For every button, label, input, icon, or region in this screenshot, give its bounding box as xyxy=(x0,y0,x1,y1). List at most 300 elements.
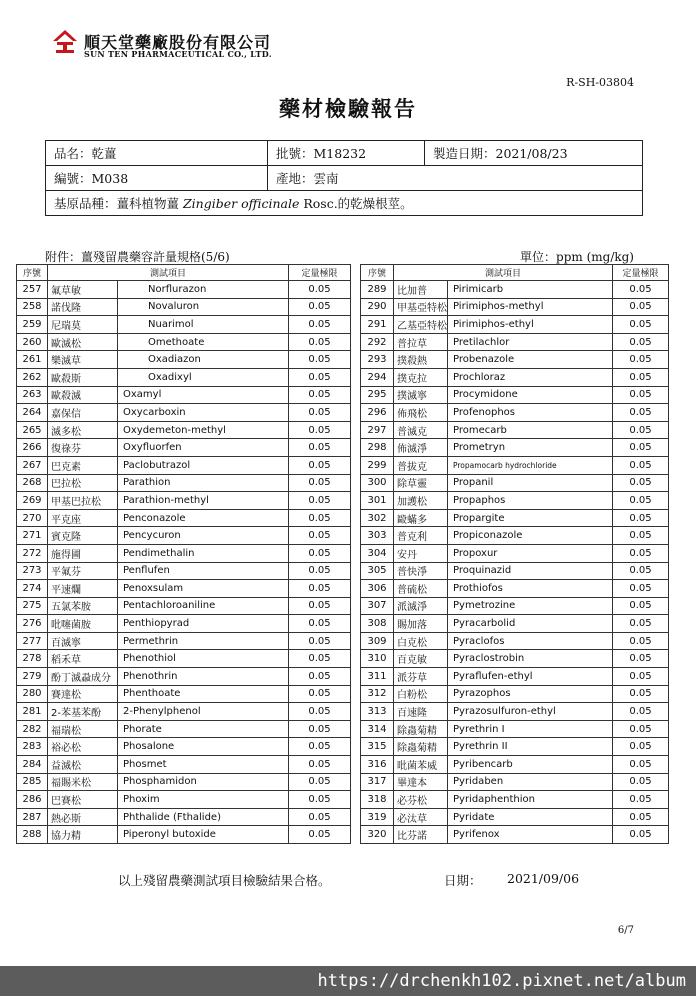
pesticide-name-en: 2-Phenylphenol xyxy=(118,703,289,721)
quantitation-limit: 0.05 xyxy=(613,562,669,580)
seq-number: 285 xyxy=(17,773,48,791)
pesticide-name-en: Phorate xyxy=(118,720,289,738)
quantitation-limit: 0.05 xyxy=(613,544,669,562)
pesticide-name-en: Paclobutrazol xyxy=(118,456,289,474)
seq-number: 317 xyxy=(361,773,394,791)
seq-number: 302 xyxy=(361,509,394,527)
pesticide-name-en: Penthiopyrad xyxy=(118,615,289,633)
seq-number: 282 xyxy=(17,720,48,738)
quantitation-limit: 0.05 xyxy=(613,281,669,299)
quantitation-limit: 0.05 xyxy=(613,368,669,386)
col-header-no: 序號 xyxy=(361,265,394,281)
pesticide-name-en: Pyrazophos xyxy=(448,685,613,703)
pesticide-name-cn: 稻禾草 xyxy=(48,650,118,668)
quantitation-limit: 0.05 xyxy=(613,298,669,316)
pesticide-name-en: Propanil xyxy=(448,474,613,492)
quantitation-limit: 0.05 xyxy=(613,650,669,668)
table-row xyxy=(17,826,351,844)
pesticide-name-en: Propiconazole xyxy=(448,527,613,545)
pesticide-name-cn: 百速隆 xyxy=(394,703,448,721)
pesticide-name-cn: 賜加落 xyxy=(394,615,448,633)
quantitation-limit: 0.05 xyxy=(613,333,669,351)
pesticide-name-en: Pyridaben xyxy=(448,773,613,791)
pesticide-name-cn: 嘉保信 xyxy=(48,404,118,422)
quantitation-limit: 0.05 xyxy=(613,386,669,404)
pesticide-name-en: Probenazole xyxy=(448,351,613,369)
pesticide-name-en: Phenothiol xyxy=(118,650,289,668)
pesticide-name-cn: 賽達松 xyxy=(48,685,118,703)
pesticide-name-en: Pyrethrin I xyxy=(448,720,613,738)
seq-number: 320 xyxy=(361,826,394,844)
seq-number: 260 xyxy=(17,333,48,351)
quantitation-limit: 0.05 xyxy=(613,808,669,826)
quantitation-limit: 0.05 xyxy=(289,685,351,703)
pesticide-name-cn: 施得圃 xyxy=(48,544,118,562)
pesticide-name-en: Propamocarb hydrochloride xyxy=(448,456,613,474)
table-row xyxy=(17,527,351,545)
pesticide-name-cn: 歐殺滅 xyxy=(48,386,118,404)
pesticide-name-en: Norflurazon xyxy=(118,281,289,299)
pesticide-name-en: Pyrethrin II xyxy=(448,738,613,756)
pesticide-name-en: Pyraclofos xyxy=(448,632,613,650)
seq-number: 303 xyxy=(361,527,394,545)
pesticide-name-en: Pentachloroaniline xyxy=(118,597,289,615)
quantitation-limit: 0.05 xyxy=(289,316,351,334)
seq-number: 315 xyxy=(361,738,394,756)
quantitation-limit: 0.05 xyxy=(613,756,669,774)
quantitation-limit: 0.05 xyxy=(289,615,351,633)
seq-number: 258 xyxy=(17,298,48,316)
pesticide-name-en: Phosalone xyxy=(118,738,289,756)
conclusion-text: 以上殘留農藥測試項目檢驗結果合格。 xyxy=(118,873,331,888)
seq-number: 276 xyxy=(17,615,48,633)
attachment-title: 附件：薑殘留農藥容許量規格(5/6) xyxy=(45,250,230,264)
seq-number: 284 xyxy=(17,756,48,774)
source-prefix: 基原品種：薑科植物薑 xyxy=(54,196,180,211)
pesticide-name-cn: 白克松 xyxy=(394,632,448,650)
table-row xyxy=(17,281,351,299)
quantitation-limit: 0.05 xyxy=(289,650,351,668)
pesticide-name-en: Pyraflufen-ethyl xyxy=(448,668,613,686)
seq-number: 267 xyxy=(17,456,48,474)
pesticide-name-cn: 普拔克 xyxy=(394,456,448,474)
table-row xyxy=(17,368,351,386)
pesticide-name-cn: 福賜米松 xyxy=(48,773,118,791)
table-row xyxy=(361,509,669,527)
pesticide-name-en: Procymidone xyxy=(448,386,613,404)
pesticide-name-en: Nuarimol xyxy=(118,316,289,334)
pesticide-name-cn: 滅多松 xyxy=(48,421,118,439)
pesticide-name-en: Propaphos xyxy=(448,492,613,510)
table-row xyxy=(17,439,351,457)
seq-number: 278 xyxy=(17,650,48,668)
pesticide-name-cn: 巴克素 xyxy=(48,456,118,474)
pesticide-name-en: Parathion xyxy=(118,474,289,492)
quantitation-limit: 0.05 xyxy=(613,580,669,598)
quantitation-limit: 0.05 xyxy=(289,404,351,422)
table-row xyxy=(361,826,669,844)
quantitation-limit: 0.05 xyxy=(613,597,669,615)
botanical-source xyxy=(46,191,643,216)
table-row xyxy=(361,738,669,756)
pesticide-name-cn: 巴拉松 xyxy=(48,474,118,492)
seq-number: 316 xyxy=(361,756,394,774)
table-row xyxy=(361,791,669,809)
table-row xyxy=(361,597,669,615)
seq-number: 268 xyxy=(17,474,48,492)
quantitation-limit: 0.05 xyxy=(289,439,351,457)
seq-number: 289 xyxy=(361,281,394,299)
pesticide-name-en: Penoxsulam xyxy=(118,580,289,598)
quantitation-limit: 0.05 xyxy=(613,474,669,492)
table-row xyxy=(361,368,669,386)
seq-number: 270 xyxy=(17,509,48,527)
quantitation-limit: 0.05 xyxy=(289,544,351,562)
company-name-en: SUN TEN PHARMACEUTICAL CO., LTD. xyxy=(84,49,272,59)
table-row xyxy=(361,685,669,703)
pesticide-name-cn: 平氟芬 xyxy=(48,562,118,580)
table-row xyxy=(17,650,351,668)
pesticide-name-en: Phthalide (Fthalide) xyxy=(118,808,289,826)
table-row xyxy=(361,439,669,457)
pesticide-name-en: Pyrazosulfuron-ethyl xyxy=(448,703,613,721)
quantitation-limit: 0.05 xyxy=(289,421,351,439)
table-row xyxy=(361,580,669,598)
table-row xyxy=(361,668,669,686)
table-row xyxy=(17,333,351,351)
seq-number: 281 xyxy=(17,703,48,721)
table-row xyxy=(17,580,351,598)
seq-number: 283 xyxy=(17,738,48,756)
table-row xyxy=(361,386,669,404)
pesticide-name-cn: 福瑞松 xyxy=(48,720,118,738)
quantitation-limit: 0.05 xyxy=(289,281,351,299)
pesticide-name-en: Oxydemeton-methyl xyxy=(118,421,289,439)
pesticide-name-en: Oxadiazon xyxy=(118,351,289,369)
quantitation-limit: 0.05 xyxy=(289,492,351,510)
table-row xyxy=(17,351,351,369)
quantitation-limit: 0.05 xyxy=(613,316,669,334)
seq-number: 304 xyxy=(361,544,394,562)
table-row xyxy=(361,316,669,334)
pesticide-name-cn: 普硫松 xyxy=(394,580,448,598)
pesticide-name-cn: 熱必斯 xyxy=(48,808,118,826)
pesticide-name-en: Prothiofos xyxy=(448,580,613,598)
pesticide-name-en: Propoxur xyxy=(448,544,613,562)
pesticide-name-en: Oxamyl xyxy=(118,386,289,404)
seq-number: 313 xyxy=(361,703,394,721)
quantitation-limit: 0.05 xyxy=(289,509,351,527)
quantitation-limit: 0.05 xyxy=(613,773,669,791)
quantitation-limit: 0.05 xyxy=(289,456,351,474)
table-row xyxy=(361,421,669,439)
table-row xyxy=(361,756,669,774)
pesticide-name-cn: 普快淨 xyxy=(394,562,448,580)
pesticide-name-en: Phoxim xyxy=(118,791,289,809)
pesticide-name-cn: 甲基巴拉松 xyxy=(48,492,118,510)
seq-number: 262 xyxy=(17,368,48,386)
quantitation-limit: 0.05 xyxy=(613,668,669,686)
pesticide-name-cn: 諾伐隆 xyxy=(48,298,118,316)
col-header-limit: 定量極限 xyxy=(289,265,351,281)
pesticide-name-cn: 撲滅寧 xyxy=(394,386,448,404)
quantitation-limit: 0.05 xyxy=(289,756,351,774)
quantitation-limit: 0.05 xyxy=(613,439,669,457)
seq-number: 264 xyxy=(17,404,48,422)
pesticide-name-en: Pirimiphos-methyl xyxy=(448,298,613,316)
pesticide-name-cn: 白粉松 xyxy=(394,685,448,703)
quantitation-limit: 0.05 xyxy=(613,351,669,369)
report-date-label: 日期： xyxy=(444,873,482,888)
pesticide-name-cn: 撲克拉 xyxy=(394,368,448,386)
quantitation-limit: 0.05 xyxy=(613,492,669,510)
table-row xyxy=(361,527,669,545)
pesticide-name-cn: 除蟲菊精 xyxy=(394,738,448,756)
table-row xyxy=(17,421,351,439)
pesticide-name-cn: 撲殺熱 xyxy=(394,351,448,369)
product-code: 編號：M038 xyxy=(46,166,268,191)
pesticide-name-en: Pyridate xyxy=(448,808,613,826)
quantitation-limit: 0.05 xyxy=(289,826,351,844)
col-header-item: 測試項目 xyxy=(394,265,613,281)
pesticide-name-cn: 賓克隆 xyxy=(48,527,118,545)
seq-number: 273 xyxy=(17,562,48,580)
pesticide-name-en: Penflufen xyxy=(118,562,289,580)
pesticide-name-cn: 吡菌苯威 xyxy=(394,756,448,774)
pesticide-name-cn: 加護松 xyxy=(394,492,448,510)
seq-number: 280 xyxy=(17,685,48,703)
col-header-no: 序號 xyxy=(17,265,48,281)
seq-number: 292 xyxy=(361,333,394,351)
pesticide-name-en: Novaluron xyxy=(118,298,289,316)
seq-number: 307 xyxy=(361,597,394,615)
seq-number: 312 xyxy=(361,685,394,703)
pesticide-name-cn: 歐殺斯 xyxy=(48,368,118,386)
seq-number: 314 xyxy=(361,720,394,738)
pesticide-name-en: Pendimethalin xyxy=(118,544,289,562)
quantitation-limit: 0.05 xyxy=(289,597,351,615)
quantitation-limit: 0.05 xyxy=(289,632,351,650)
unit-label: 單位：ppm (mg/kg) xyxy=(520,250,634,264)
table-row xyxy=(361,808,669,826)
pesticide-name-en: Profenophos xyxy=(448,404,613,422)
seq-number: 290 xyxy=(361,298,394,316)
table-row xyxy=(17,544,351,562)
pesticide-name-cn: 必芬松 xyxy=(394,791,448,809)
quantitation-limit: 0.05 xyxy=(289,562,351,580)
table-row xyxy=(17,632,351,650)
seq-number: 261 xyxy=(17,351,48,369)
quantitation-limit: 0.05 xyxy=(613,685,669,703)
pesticide-name-cn: 普滅克 xyxy=(394,421,448,439)
document-number: R-SH-03804 xyxy=(566,76,634,89)
quantitation-limit: 0.05 xyxy=(289,386,351,404)
pesticide-name-en: Pymetrozine xyxy=(448,597,613,615)
product-info-table xyxy=(45,140,643,216)
table-row xyxy=(17,685,351,703)
quantitation-limit: 0.05 xyxy=(613,738,669,756)
seq-number: 259 xyxy=(17,316,48,334)
pesticide-name-cn: 氟草敏 xyxy=(48,281,118,299)
pesticide-name-cn: 比加普 xyxy=(394,281,448,299)
table-row xyxy=(361,773,669,791)
table-row xyxy=(17,791,351,809)
pesticide-name-cn: 樂滅草 xyxy=(48,351,118,369)
seq-number: 263 xyxy=(17,386,48,404)
seq-number: 277 xyxy=(17,632,48,650)
quantitation-limit: 0.05 xyxy=(289,703,351,721)
company-name-cn: 順天堂藥廠股份有限公司 xyxy=(84,33,272,52)
product-name: 品名：乾薑 xyxy=(46,141,268,166)
seq-number: 300 xyxy=(361,474,394,492)
pesticide-name-cn: 裕必松 xyxy=(48,738,118,756)
col-header-item: 測試項目 xyxy=(48,265,289,281)
table-row xyxy=(361,404,669,422)
pesticide-name-cn: 除草靈 xyxy=(394,474,448,492)
pesticide-name-cn: 普拉草 xyxy=(394,333,448,351)
pesticide-name-en: Parathion-methyl xyxy=(118,492,289,510)
pesticide-name-en: Oxycarboxin xyxy=(118,404,289,422)
table-row xyxy=(361,632,669,650)
pesticide-name-cn: 吡噻菌胺 xyxy=(48,615,118,633)
page-number: 6/7 xyxy=(617,925,634,936)
table-row xyxy=(17,773,351,791)
seq-number: 293 xyxy=(361,351,394,369)
pesticide-name-cn: 益滅松 xyxy=(48,756,118,774)
quantitation-limit: 0.05 xyxy=(289,474,351,492)
quantitation-limit: 0.05 xyxy=(613,527,669,545)
pesticide-name-cn: 安丹 xyxy=(394,544,448,562)
table-row xyxy=(17,316,351,334)
pesticide-name-cn: 畢達本 xyxy=(394,773,448,791)
pesticide-name-cn: 百克敏 xyxy=(394,650,448,668)
seq-number: 305 xyxy=(361,562,394,580)
pesticide-name-en: Promecarb xyxy=(448,421,613,439)
manufacture-date: 製造日期：2021/08/23 xyxy=(425,141,643,166)
pesticide-name-en: Proquinazid xyxy=(448,562,613,580)
seq-number: 269 xyxy=(17,492,48,510)
seq-number: 295 xyxy=(361,386,394,404)
pesticide-name-cn: 佈滅淨 xyxy=(394,439,448,457)
pesticide-name-en: Phenothrin xyxy=(118,668,289,686)
pesticide-name-cn: 甲基亞特松 xyxy=(394,298,448,316)
pesticide-name-en: Piperonyl butoxide xyxy=(118,826,289,844)
pesticide-name-cn: 平速爛 xyxy=(48,580,118,598)
pesticide-name-en: Phenthoate xyxy=(118,685,289,703)
pesticide-name-en: Permethrin xyxy=(118,632,289,650)
seq-number: 288 xyxy=(17,826,48,844)
table-row xyxy=(361,492,669,510)
seq-number: 319 xyxy=(361,808,394,826)
pesticide-name-en: Pretilachlor xyxy=(448,333,613,351)
seq-number: 299 xyxy=(361,456,394,474)
table-row xyxy=(361,333,669,351)
table-row xyxy=(17,492,351,510)
pesticide-name-en: Prochloraz xyxy=(448,368,613,386)
quantitation-limit: 0.05 xyxy=(613,791,669,809)
table-row xyxy=(17,562,351,580)
pesticide-name-cn: 乙基亞特松 xyxy=(394,316,448,334)
seq-number: 291 xyxy=(361,316,394,334)
seq-number: 265 xyxy=(17,421,48,439)
report-title: 藥材檢驗報告 xyxy=(279,96,417,121)
company-logo-icon xyxy=(52,29,78,55)
pesticide-name-en: Prometryn xyxy=(448,439,613,457)
seq-number: 274 xyxy=(17,580,48,598)
pesticide-name-cn: 2-苯基苯酚 xyxy=(48,703,118,721)
table-row xyxy=(361,562,669,580)
pesticide-name-cn: 尼瑞莫 xyxy=(48,316,118,334)
pesticide-name-en: Propargite xyxy=(448,509,613,527)
table-row xyxy=(17,615,351,633)
pesticide-name-en: Pyridaphenthion xyxy=(448,791,613,809)
col-header-limit: 定量極限 xyxy=(613,265,669,281)
seq-number: 301 xyxy=(361,492,394,510)
quantitation-limit: 0.05 xyxy=(613,456,669,474)
table-row xyxy=(17,509,351,527)
pesticide-name-cn: 派滅淨 xyxy=(394,597,448,615)
seq-number: 287 xyxy=(17,808,48,826)
quantitation-limit: 0.05 xyxy=(613,632,669,650)
table-row xyxy=(17,404,351,422)
table-row xyxy=(17,703,351,721)
pesticide-name-en: Pirimicarb xyxy=(448,281,613,299)
quantitation-limit: 0.05 xyxy=(613,421,669,439)
pesticide-name-en: Pyracarbolid xyxy=(448,615,613,633)
quantitation-limit: 0.05 xyxy=(289,333,351,351)
pesticide-name-en: Oxyfluorfen xyxy=(118,439,289,457)
table-row xyxy=(361,720,669,738)
pesticide-name-cn: 酚丁滅蝨成分 xyxy=(48,668,118,686)
report-date: 2021/09/06 xyxy=(507,871,580,886)
quantitation-limit: 0.05 xyxy=(613,509,669,527)
seq-number: 297 xyxy=(361,421,394,439)
quantitation-limit: 0.05 xyxy=(613,720,669,738)
quantitation-limit: 0.05 xyxy=(289,351,351,369)
quantitation-limit: 0.05 xyxy=(289,580,351,598)
pesticide-name-cn: 毆蟎多 xyxy=(394,509,448,527)
quantitation-limit: 0.05 xyxy=(613,826,669,844)
pesticide-table-left xyxy=(16,264,351,844)
seq-number: 266 xyxy=(17,439,48,457)
seq-number: 257 xyxy=(17,281,48,299)
quantitation-limit: 0.05 xyxy=(289,527,351,545)
pesticide-name-en: Oxadixyl xyxy=(118,368,289,386)
pesticide-name-cn: 除蟲菊精 xyxy=(394,720,448,738)
pesticide-name-cn: 派芬草 xyxy=(394,668,448,686)
quantitation-limit: 0.05 xyxy=(289,808,351,826)
seq-number: 275 xyxy=(17,597,48,615)
pesticide-name-en: Phosphamidon xyxy=(118,773,289,791)
table-row xyxy=(361,474,669,492)
source-url-bar: https://drchenkh102.pixnet.net/album xyxy=(0,966,696,996)
table-row xyxy=(361,281,669,299)
pesticide-name-en: Omethoate xyxy=(118,333,289,351)
pesticide-table-right xyxy=(360,264,669,844)
table-row xyxy=(17,738,351,756)
seq-number: 318 xyxy=(361,791,394,809)
seq-number: 286 xyxy=(17,791,48,809)
pesticide-name-en: Pencycuron xyxy=(118,527,289,545)
pesticide-name-cn: 百滅寧 xyxy=(48,632,118,650)
quantitation-limit: 0.05 xyxy=(289,298,351,316)
table-row xyxy=(17,597,351,615)
quantitation-limit: 0.05 xyxy=(289,773,351,791)
table-row xyxy=(361,351,669,369)
seq-number: 271 xyxy=(17,527,48,545)
pesticide-name-en: Pyribencarb xyxy=(448,756,613,774)
seq-number: 296 xyxy=(361,404,394,422)
